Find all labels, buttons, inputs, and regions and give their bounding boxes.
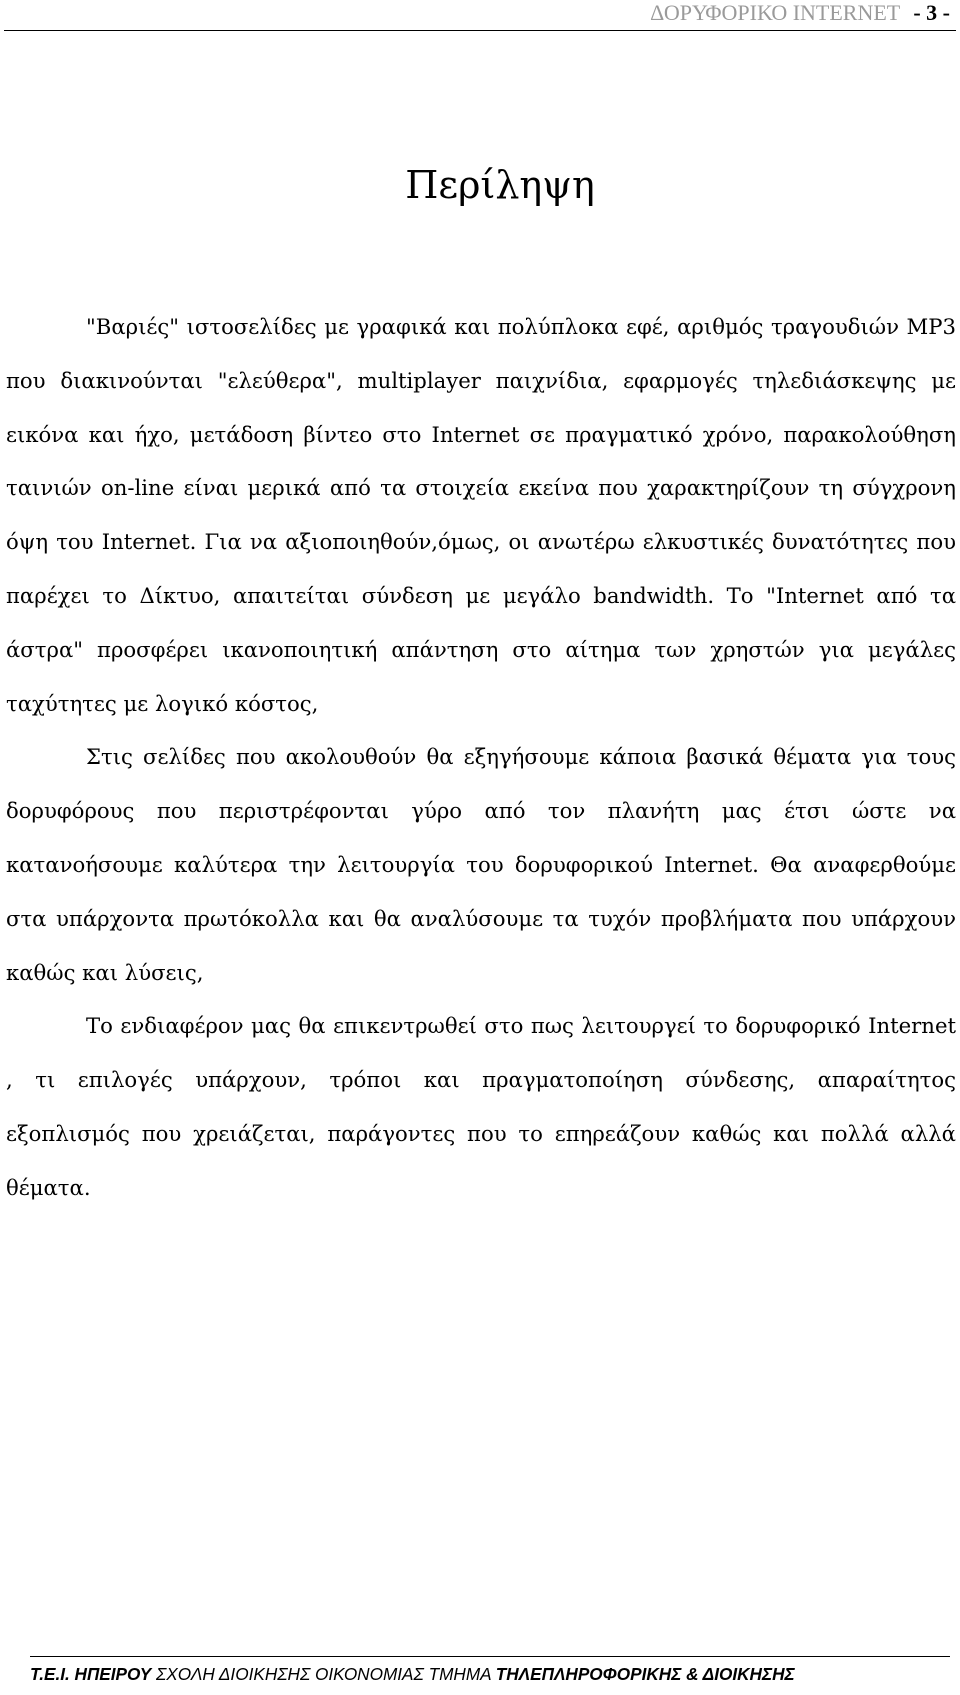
paragraph-1: "Βαριές" ιστοσελίδες με γραφικά και πολύπλοκα εφέ, αριθμός τραγουδιών MP3 που διακινούνται "ελεύθερα", multiplayer παιχνίδια, εφαρμογές τηλεδιάσκεψης με εικόνα και ήχο, μετάδοση βίντεο στο Internet σε πραγματικό χρόνο, παρακολούθηση ταινιών on-line είναι μερικά από τα στοιχεία εκείνα που χαρακτηρίζουν τη σύγχρονη όψη του Internet. Για να αξιοποιηθούν,όμως, οι ανωτέρω ελκυστικές δυνατότητες που παρέχει το Δίκτυο, απαιτείται σύνδεση με μεγάλο bandwidth. Το "Internet από τα άστρα" προσφέρει ικανοποιητική απάντηση στο αίτημα των χρηστών για μεγάλες ταχύτητες με λογικό κόστος,	[6, 314, 956, 716]
section-heading: Περίληψη	[405, 163, 595, 207]
footer-school: ΣΧΟΛΗ ΔΙΟΙΚΗΣΗΣ ΟΙΚΟΝΟΜΙΑΣ ΤΜΗΜΑ	[151, 1664, 496, 1684]
paragraph-3: Το ενδιαφέρον μας θα επικεντρωθεί στο πως λειτουργεί το δορυφορικό Internet , τι επιλογές υπάρχουν, τρόποι και πραγματοποίηση σύνδεσης, απαραίτητος εξοπλισμός που χρειάζεται, παράγοντες που το επηρεάζουν καθώς και πολλά αλλά θέματα.	[6, 1013, 956, 1200]
body-text	[6, 300, 956, 1215]
page-number: - 3 -	[913, 0, 950, 25]
paragraph-2: Στις σελίδες που ακολουθούν θα εξηγήσουμε κάποια βασικά θέματα για τους δορυφόρους που περιστρέφονται γύρο από τον πλανήτη μας έτσι ώστε να κατανοήσουμε καλύτερα την λειτουργία του δορυφορικού Internet. Θα αναφερθούμε στα υπάρχοντα πρωτόκολλα και θα αναλύσουμε τα τυχόν προβλήματα που υπάρχουν καθώς και λύσεις,	[6, 744, 956, 985]
page-footer	[30, 1656, 950, 1685]
footer-department: ΤΗΛΕΠΛΗΡΟΦΟΡΙΚΗΣ & ΔΙΟΙΚΗΣΗΣ	[495, 1664, 795, 1684]
page-header	[4, 0, 956, 31]
header-title: ΔΟΡΥΦΟΡΙΚΟ INTERNET	[650, 0, 900, 25]
footer-institution: T.E.I. ΗΠΕΙΡΟΥ	[30, 1664, 152, 1684]
